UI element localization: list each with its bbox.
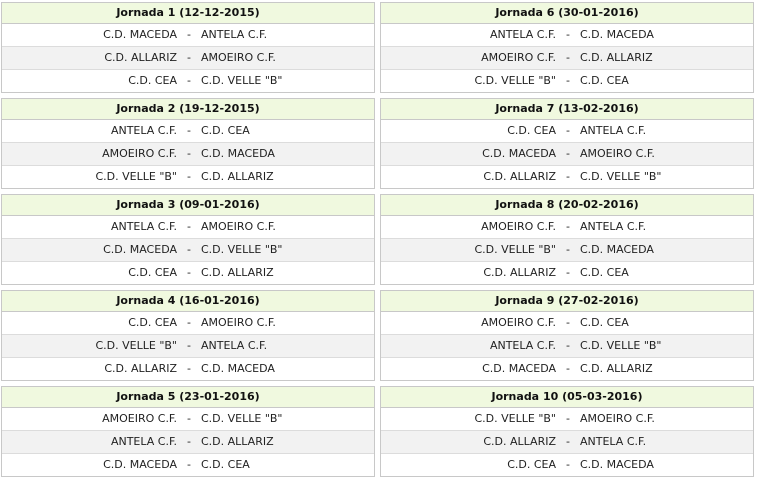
match-row <box>2 431 374 454</box>
away-team: AMOEIRO C.F. <box>201 316 276 329</box>
match <box>2 358 374 380</box>
match-separator: - <box>566 362 570 375</box>
home-team: C.D. VELLE "B" <box>95 170 177 183</box>
match <box>381 216 753 238</box>
home-team: C.D. ALLARIZ <box>483 266 556 279</box>
match-separator: - <box>187 170 191 183</box>
match-separator: - <box>187 458 191 471</box>
jornada-box <box>380 194 754 285</box>
match <box>381 408 753 430</box>
jornada-box <box>1 290 375 381</box>
jornada-box <box>1 386 375 477</box>
match-row <box>2 70 374 92</box>
jornada-title: Jornada 2 (19-12-2015) <box>2 99 374 120</box>
match <box>2 70 374 92</box>
home-team: AMOEIRO C.F. <box>102 412 177 425</box>
match <box>2 408 374 430</box>
match-row <box>2 312 374 335</box>
match-row <box>2 358 374 380</box>
match-row <box>381 431 753 454</box>
away-team: AMOEIRO C.F. <box>201 220 276 233</box>
match-row <box>2 262 374 284</box>
jornada-title: Jornada 9 (27-02-2016) <box>381 291 753 312</box>
match-separator: - <box>187 243 191 256</box>
jornada-title: Jornada 8 (20-02-2016) <box>381 195 753 216</box>
match-separator: - <box>566 28 570 41</box>
away-team: C.D. MACEDA <box>580 458 654 471</box>
match <box>381 262 753 284</box>
home-team: ANTELA C.F. <box>110 124 177 137</box>
match-separator: - <box>566 458 570 471</box>
away-team: C.D. MACEDA <box>580 28 654 41</box>
away-team: ANTELA C.F. <box>580 435 647 448</box>
jornada-box <box>380 98 754 189</box>
away-team: C.D. ALLARIZ <box>201 266 274 279</box>
match-row <box>381 358 753 380</box>
jornada-box <box>380 2 754 93</box>
home-team: ANTELA C.F. <box>489 339 556 352</box>
home-team: ANTELA C.F. <box>489 28 556 41</box>
match-separator: - <box>566 124 570 137</box>
away-team: C.D. CEA <box>201 124 250 137</box>
away-team: ANTELA C.F. <box>201 28 268 41</box>
jornada-title: Jornada 10 (05-03-2016) <box>381 387 753 408</box>
home-team: AMOEIRO C.F. <box>481 51 556 64</box>
match-separator: - <box>566 435 570 448</box>
jornada-title: Jornada 4 (16-01-2016) <box>2 291 374 312</box>
away-team: C.D. ALLARIZ <box>201 435 274 448</box>
away-team: C.D. VELLE "B" <box>580 339 662 352</box>
match-row <box>381 70 753 92</box>
jornada-title: Jornada 7 (13-02-2016) <box>381 99 753 120</box>
match <box>381 312 753 334</box>
match <box>2 312 374 334</box>
home-team: AMOEIRO C.F. <box>481 316 556 329</box>
match-row <box>381 239 753 262</box>
match-separator: - <box>566 412 570 425</box>
home-team: C.D. VELLE "B" <box>474 74 556 87</box>
home-team: ANTELA C.F. <box>110 220 177 233</box>
match-row <box>381 47 753 70</box>
home-team: C.D. VELLE "B" <box>95 339 177 352</box>
away-team: AMOEIRO C.F. <box>201 51 276 64</box>
home-team: C.D. ALLARIZ <box>104 362 177 375</box>
match-separator: - <box>187 51 191 64</box>
match-row <box>2 47 374 70</box>
away-team: C.D. VELLE "B" <box>201 243 283 256</box>
match-row <box>381 120 753 143</box>
match <box>2 24 374 46</box>
jornada-title: Jornada 3 (09-01-2016) <box>2 195 374 216</box>
away-team: C.D. MACEDA <box>201 362 275 375</box>
away-team: C.D. ALLARIZ <box>580 362 653 375</box>
match-row <box>2 166 374 188</box>
match <box>2 166 374 188</box>
match <box>381 70 753 92</box>
jornada-title: Jornada 6 (30-01-2016) <box>381 3 753 24</box>
jornada-box <box>1 98 375 189</box>
match-separator: - <box>187 435 191 448</box>
match <box>381 120 753 142</box>
match-row <box>2 335 374 358</box>
match <box>381 166 753 188</box>
match <box>2 120 374 142</box>
home-team: C.D. MACEDA <box>103 458 177 471</box>
match-row <box>381 143 753 166</box>
match-separator: - <box>566 339 570 352</box>
match-separator: - <box>566 220 570 233</box>
match-row <box>381 408 753 431</box>
match <box>2 143 374 165</box>
away-team: C.D. CEA <box>580 316 629 329</box>
home-team: C.D. CEA <box>128 74 177 87</box>
match-separator: - <box>566 170 570 183</box>
match-row <box>2 239 374 262</box>
away-team: C.D. ALLARIZ <box>580 51 653 64</box>
match-row <box>381 262 753 284</box>
match-row <box>381 216 753 239</box>
jornada-box <box>1 194 375 285</box>
jornada-title: Jornada 1 (12-12-2015) <box>2 3 374 24</box>
match <box>2 335 374 357</box>
match-separator: - <box>566 51 570 64</box>
match <box>381 431 753 453</box>
match-separator: - <box>187 220 191 233</box>
match-separator: - <box>187 124 191 137</box>
away-team: ANTELA C.F. <box>580 124 647 137</box>
home-team: C.D. MACEDA <box>482 147 556 160</box>
away-team: C.D. VELLE "B" <box>580 170 662 183</box>
match <box>381 335 753 357</box>
home-team: C.D. ALLARIZ <box>483 170 556 183</box>
match-separator: - <box>566 316 570 329</box>
match <box>381 239 753 261</box>
match-separator: - <box>566 147 570 160</box>
match-row <box>2 408 374 431</box>
match-separator: - <box>566 266 570 279</box>
home-team: AMOEIRO C.F. <box>481 220 556 233</box>
match-row <box>2 120 374 143</box>
match-separator: - <box>566 243 570 256</box>
away-team: AMOEIRO C.F. <box>580 412 655 425</box>
match-separator: - <box>187 362 191 375</box>
match <box>2 47 374 69</box>
match-separator: - <box>187 74 191 87</box>
match <box>381 24 753 46</box>
away-team: C.D. CEA <box>580 74 629 87</box>
away-team: C.D. MACEDA <box>201 147 275 160</box>
match <box>2 431 374 453</box>
match <box>2 239 374 261</box>
away-team: C.D. CEA <box>580 266 629 279</box>
match-row <box>381 335 753 358</box>
match-row <box>381 24 753 47</box>
match-separator: - <box>187 339 191 352</box>
away-team: AMOEIRO C.F. <box>580 147 655 160</box>
match <box>381 47 753 69</box>
home-team: C.D. VELLE "B" <box>474 412 556 425</box>
match-separator: - <box>187 28 191 41</box>
away-team: C.D. ALLARIZ <box>201 170 274 183</box>
jornada-box <box>1 2 375 93</box>
match-row <box>2 143 374 166</box>
home-team: C.D. CEA <box>128 266 177 279</box>
home-team: C.D. MACEDA <box>103 243 177 256</box>
home-team: C.D. CEA <box>507 458 556 471</box>
match-separator: - <box>566 74 570 87</box>
match-separator: - <box>187 316 191 329</box>
jornada-box <box>380 290 754 381</box>
match-separator: - <box>187 266 191 279</box>
match <box>2 262 374 284</box>
match <box>381 358 753 380</box>
match-separator: - <box>187 412 191 425</box>
away-team: ANTELA C.F. <box>201 339 268 352</box>
away-team: ANTELA C.F. <box>580 220 647 233</box>
match-row <box>381 166 753 188</box>
match <box>2 216 374 238</box>
match-row <box>2 24 374 47</box>
home-team: C.D. CEA <box>128 316 177 329</box>
match-separator: - <box>187 147 191 160</box>
home-team: C.D. MACEDA <box>103 28 177 41</box>
home-team: C.D. VELLE "B" <box>474 243 556 256</box>
home-team: C.D. MACEDA <box>482 362 556 375</box>
match <box>381 143 753 165</box>
match-row <box>2 216 374 239</box>
away-team: C.D. VELLE "B" <box>201 412 283 425</box>
home-team: C.D. CEA <box>507 124 556 137</box>
jornada-box <box>380 386 754 477</box>
away-team: C.D. MACEDA <box>580 243 654 256</box>
away-team: C.D. VELLE "B" <box>201 74 283 87</box>
match-row <box>381 312 753 335</box>
away-team: C.D. CEA <box>201 458 250 471</box>
home-team: AMOEIRO C.F. <box>102 147 177 160</box>
home-team: ANTELA C.F. <box>110 435 177 448</box>
jornada-title: Jornada 5 (23-01-2016) <box>2 387 374 408</box>
home-team: C.D. ALLARIZ <box>483 435 556 448</box>
home-team: C.D. ALLARIZ <box>104 51 177 64</box>
